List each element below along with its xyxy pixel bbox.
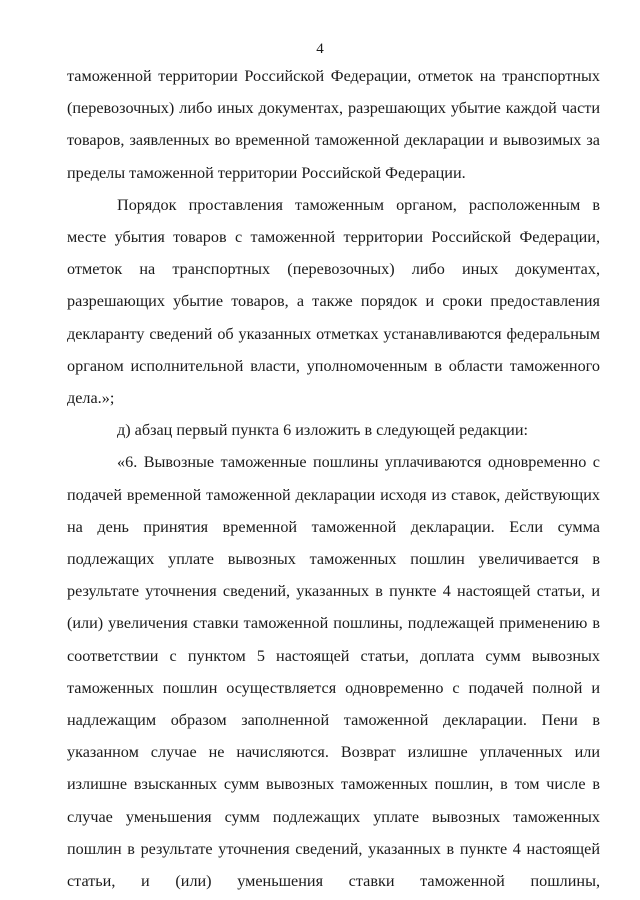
paragraph-continuation: таможенной территории Российской Федерации, отметок на транспортных (перевозочных) либо иных документах, разрешающих убытие каждой части товаров, заявленных во временной таможенной декларации и вывозимых за пределы таможенной территории Российской Федерации.	[67, 67, 600, 182]
page-number: 4	[316, 41, 324, 57]
paragraph-procedure: Порядок проставления таможенным органом, расположенным в месте убытия товаров с таможенной территории Российской Федерации, отметок на транспортных (перевозочных) либо иных документах, разрешающих убытие товаров, а также порядок и сроки предоставления декларанту сведений об указанных отметках устанавливаются федеральным органом исполнительной власти, уполномоченным в области таможенного дела.»;	[67, 195, 600, 408]
document-body	[67, 60, 600, 897]
paragraph-clause-6: «6. Вывозные таможенные пошлины уплачиваются одновременно с подачей временной таможенной декларации исходя из ставок, действующих на день принятия временной таможенной декларации. Если сумма подлежащих уплате вывозных таможенных пошлин увеличивается в результате уточнения сведений, указанных в пункте 4 настоящей статьи, и (или) увеличения ставки таможенной пошлины, подлежащей применению в соответствии с пунктом 5 настоящей статьи, доплата сумм вывозных таможенных пошлин осуществляется одновременно с подачей полной и надлежащим образом заполненной таможенной декларации. Пени в указанном случае не начисляются. Возврат излишне уплаченных или излишне взысканных сумм вывозных таможенных пошлин, в том числе в случае уменьшения сумм подлежащих уплате вывозных таможенных пошлин в результате уточнения сведений, указанных в пункте 4 настоящей статьи, и (или) уменьшения ставки таможенной пошлины,	[67, 453, 600, 891]
paragraph-amendment-d: д) абзац первый пункта 6 изложить в следующей редакции:	[117, 421, 528, 440]
